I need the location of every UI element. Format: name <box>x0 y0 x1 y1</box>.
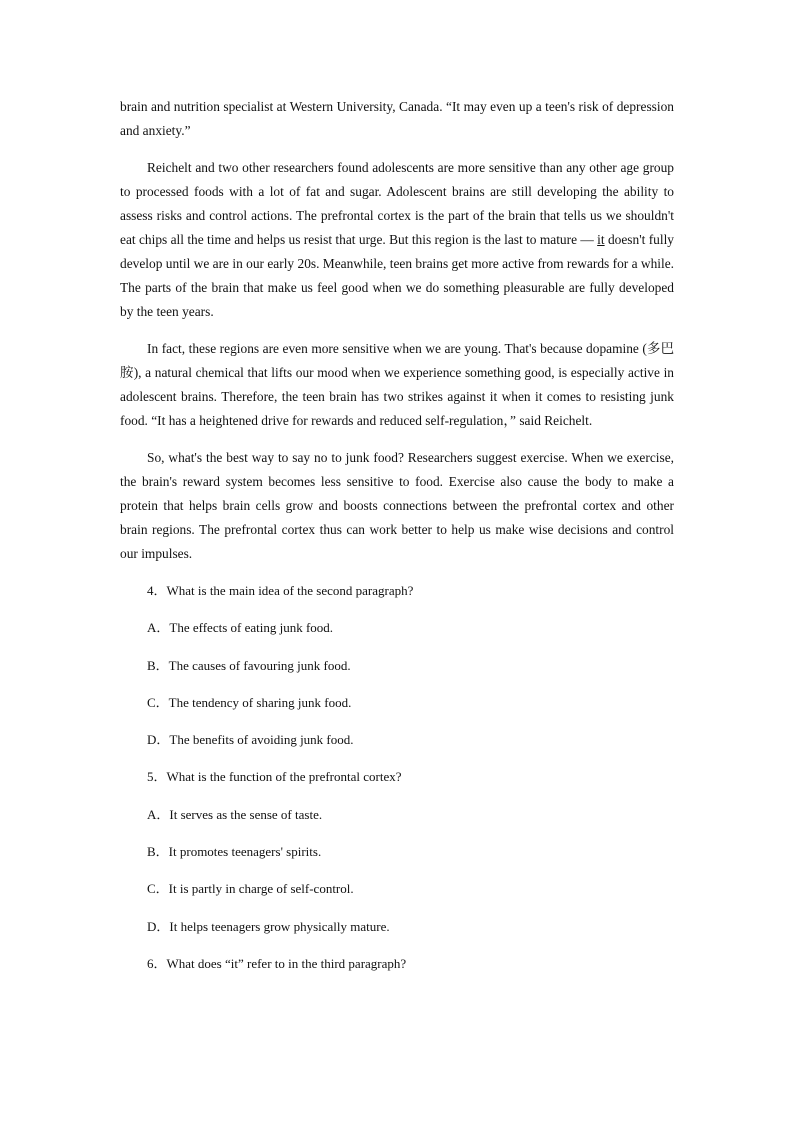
question-6-stem: 6．What does “it” refer to in the third paragraph? <box>147 955 407 971</box>
question-4-option-b: B．The causes of favouring junk food. <box>147 657 351 673</box>
question-4-option-a: A．The effects of eating junk food. <box>147 620 334 636</box>
paragraph-2-underlined-word: it <box>597 232 605 247</box>
question-4 <box>120 579 674 752</box>
question-5-option-a: A．It serves as the sense of taste. <box>147 806 323 822</box>
question-5-option-b: B．It promotes teenagers' spirits. <box>147 844 322 860</box>
question-4-option-d: D．The benefits of avoiding junk food. <box>147 732 354 748</box>
question-5-option-c: C．It is partly in charge of self-control. <box>147 881 354 897</box>
paragraph-2 <box>120 156 674 324</box>
paragraph-4: So, what's the best way to say no to junk food? Researchers suggest exercise. When we exercise, the brain's reward system becomes less sensitive to food. Exercise also cause the body to make a protein that helps brain cells grow and boosts connections between the prefrontal cortex and other brain regions. The prefrontal cortex thus can work better to help us make wise decisions and control our impulses. <box>120 450 674 561</box>
question-6 <box>120 952 674 976</box>
question-4-stem: 4．What is the main idea of the second paragraph? <box>147 583 414 598</box>
question-4-option-c: C．The tendency of sharing junk food. <box>147 694 352 710</box>
question-5-option-d: D．It helps teenagers grow physically mature. <box>147 918 390 934</box>
document-page <box>120 95 674 989</box>
paragraph-1: brain and nutrition specialist at Western University, Canada. “It may even up a teen's risk of depression and anxiety.” <box>120 99 674 138</box>
question-5-stem: 5．What is the function of the prefrontal cortex? <box>147 769 402 785</box>
paragraph-3: In fact, these regions are even more sensitive when we are young. That's because dopamine (多巴胺), a natural chemical that lifts our mood when we experience something good, is especially active in adolescent brains. Therefore, the teen brain has two strikes against it when it comes to resisting junk food. “It has a heightened drive for rewards and reduced self-regulation，” said Reichelt. <box>120 341 674 428</box>
question-5 <box>120 765 674 938</box>
paragraph-2-text-b: doesn't fully develop until we are in our early 20s. Meanwhile, teen brains get more active from rewards for a while. The parts of the brain that make us feel good when we do something pleasurable are fully developed by the teen years. <box>120 232 674 319</box>
paragraph-2-text-a: Reichelt and two other researchers found adolescents are more sensitive than any other age group to processed foods with a lot of fat and sugar. Adolescent brains are still developing the ability to assess risks and control actions. The prefrontal cortex is the part of the brain that tells us we shouldn't eat chips all the time and helps us resist that urge. But this region is the last to mature — <box>120 160 674 247</box>
